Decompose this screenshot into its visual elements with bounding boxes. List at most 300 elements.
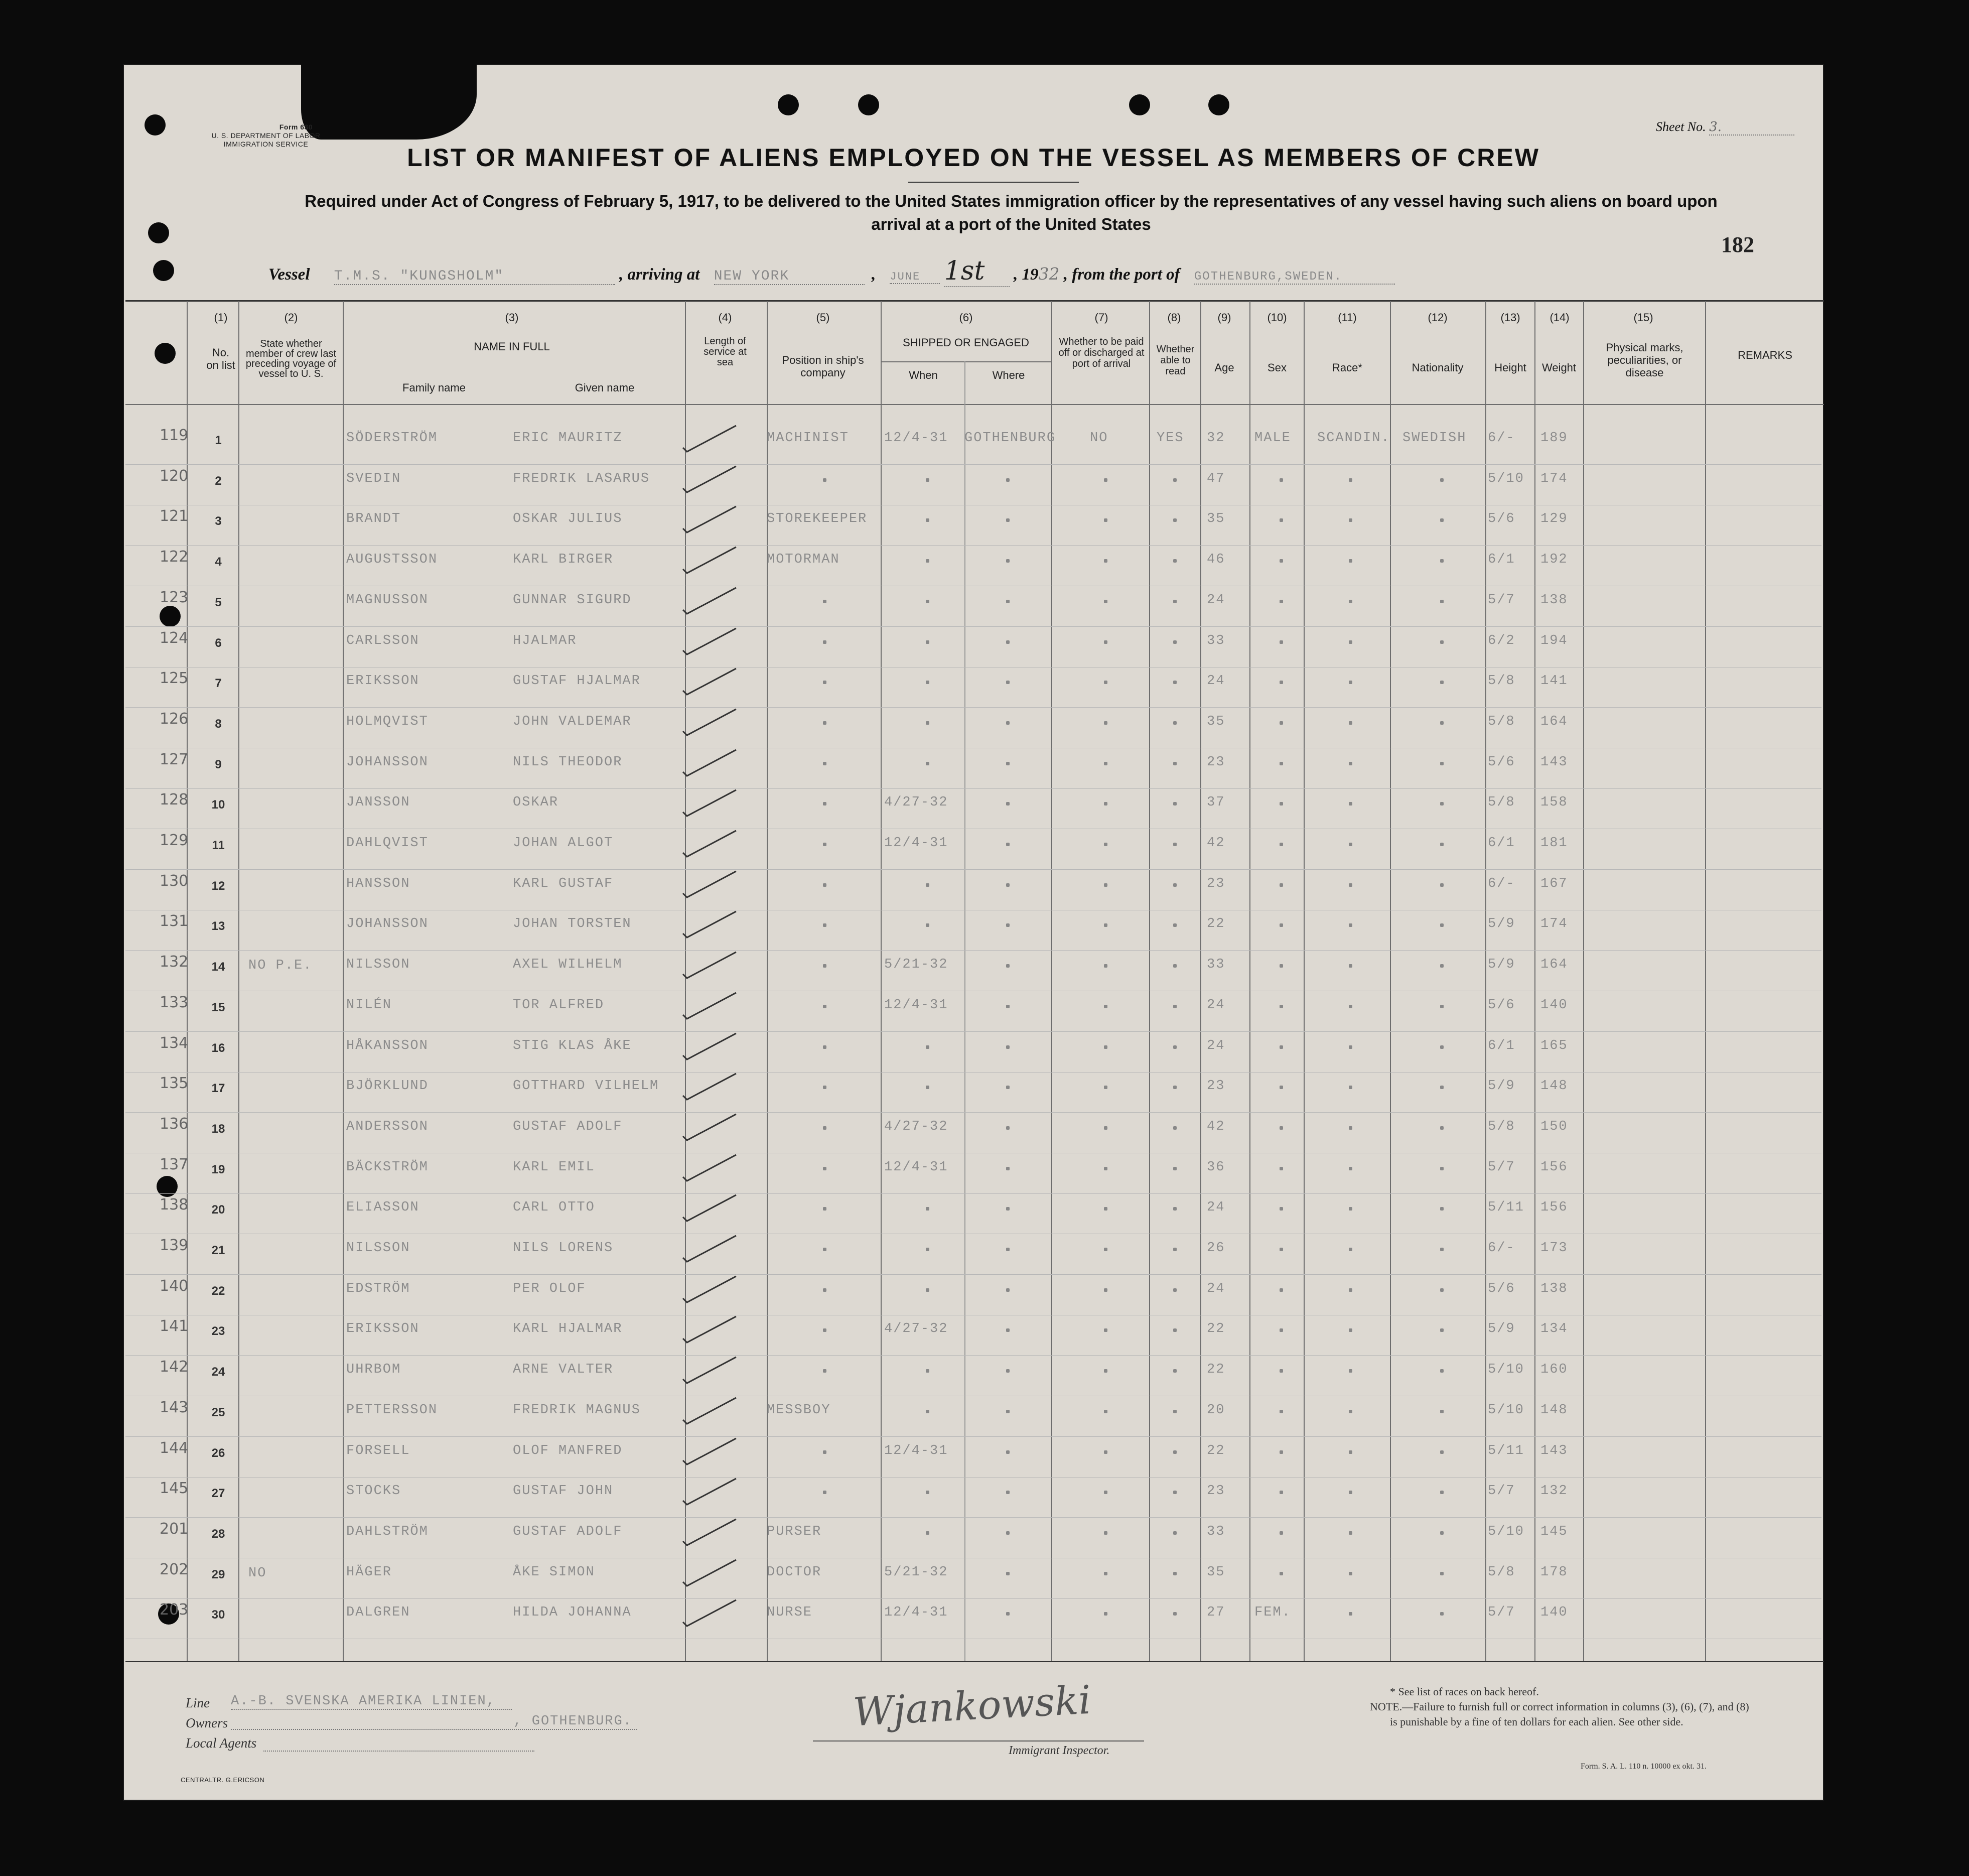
margin-number: 127: [160, 751, 189, 768]
ditto-mark: [1104, 1328, 1107, 1332]
cell-age: 24: [1207, 1038, 1225, 1053]
cell-when: 12/4-31: [884, 836, 948, 851]
cell-weight: 165: [1540, 1038, 1568, 1053]
ditto-mark: [1006, 1450, 1010, 1454]
ditto-mark: [1440, 802, 1444, 806]
sheet-number: [1656, 119, 1794, 136]
cell-height: 5/9: [1488, 957, 1515, 972]
cell-height: 5/6: [1488, 998, 1515, 1013]
ditto-mark: [1104, 1410, 1107, 1413]
service-check-mark: [680, 1069, 740, 1105]
cell-given: STIG KLAS ÅKE: [513, 1038, 632, 1053]
note-races: * See list of races on back hereof.: [1390, 1685, 1539, 1698]
margin-number: 134: [160, 1034, 189, 1052]
cell-when: 12/4-31: [884, 1160, 948, 1175]
ditto-mark: [1104, 1491, 1107, 1494]
ditto-mark: [1349, 883, 1352, 887]
ditto-mark: [926, 1207, 929, 1211]
ditto-mark: [1006, 923, 1010, 927]
line-label: Line: [186, 1695, 210, 1710]
cell-height: 5/11: [1488, 1443, 1524, 1458]
cell-height: 5/7: [1488, 1484, 1515, 1499]
agents-value-line: [263, 1751, 534, 1752]
ditto-mark: [1349, 600, 1352, 603]
margin-number: 120: [160, 467, 189, 485]
cell-position: MESSBOY: [767, 1403, 831, 1418]
ditto-mark: [926, 640, 929, 644]
cell-height: 5/10: [1488, 1524, 1524, 1539]
cell-where: GOTHENBURG: [964, 431, 1056, 446]
col-6-label: SHIPPED OR ENGAGED: [903, 336, 1029, 349]
service-check-mark: [680, 624, 740, 659]
row-number: 22: [211, 1284, 225, 1298]
cell-when: 12/4-31: [884, 1605, 948, 1620]
manifest-sheet: [123, 64, 1824, 1801]
cell-height: 5/8: [1488, 1119, 1515, 1134]
col-9-label: Age: [1214, 361, 1234, 374]
margin-number: 201: [160, 1520, 189, 1538]
cell-given: ERIC MAURITZ: [513, 431, 623, 446]
row-number: 20: [211, 1203, 225, 1217]
ditto-mark: [1440, 1167, 1444, 1170]
cell-weight: 150: [1540, 1119, 1568, 1134]
row-divider: [125, 1477, 1821, 1478]
binder-hole: [1208, 94, 1229, 115]
ditto-mark: [1349, 1369, 1352, 1373]
service-check-mark: [680, 1515, 740, 1550]
binder-hole: [858, 94, 879, 115]
row-number: 13: [211, 919, 225, 933]
cell-weight: 189: [1540, 431, 1568, 446]
note-line-1: NOTE.—Failure to furnish full or correct information in columns (3), (6), (7), and (8): [1370, 1700, 1749, 1713]
ditto-mark: [1440, 762, 1444, 765]
row-number: 1: [215, 434, 222, 447]
row-divider: [125, 464, 1821, 465]
ditto-mark: [1440, 1531, 1444, 1535]
cell-family: CARLSSON: [346, 633, 419, 648]
row-number: 18: [211, 1122, 225, 1136]
col-6-when: When: [909, 369, 938, 381]
row-number: 4: [215, 555, 222, 569]
service-check-mark: [680, 1394, 740, 1429]
ditto-mark: [1440, 518, 1444, 522]
ditto-mark: [1104, 721, 1107, 725]
cell-age: 23: [1207, 755, 1225, 770]
cell-family: AUGUSTSSON: [346, 552, 438, 567]
margin-number: 122: [160, 548, 189, 566]
ditto-mark: [1349, 1410, 1352, 1413]
ditto-mark: [1104, 600, 1107, 603]
ditto-mark: [1280, 762, 1283, 765]
cell-when: 12/4-31: [884, 431, 948, 446]
title-underline: [908, 182, 1079, 183]
ditto-mark: [1349, 1248, 1352, 1251]
service-check-mark: [680, 462, 740, 497]
ditto-mark: [1440, 1005, 1444, 1008]
col-5-label: Position in ship's company: [782, 354, 864, 379]
remarks-label: REMARKS: [1738, 349, 1792, 361]
cell-age: 24: [1207, 674, 1225, 689]
ditto-mark: [1280, 559, 1283, 563]
ditto-mark: [926, 762, 929, 765]
col-15-num: (15): [1633, 311, 1653, 324]
service-check-mark: [680, 1110, 740, 1145]
ditto-mark: [823, 883, 826, 887]
ditto-mark: [1006, 1126, 1010, 1130]
ditto-mark: [926, 681, 929, 684]
row-divider: [125, 545, 1821, 546]
cell-age: 35: [1207, 714, 1225, 729]
cell-weight: 134: [1540, 1321, 1568, 1336]
col-6-num: (6): [959, 311, 973, 324]
ditto-mark: [1349, 1045, 1352, 1049]
cell-given: HJALMAR: [513, 633, 577, 648]
ditto-mark: [823, 1045, 826, 1049]
cell-given: GOTTHARD VILHELM: [513, 1079, 659, 1094]
ditto-mark: [1440, 640, 1444, 644]
row-number: 17: [211, 1082, 225, 1095]
col-3-num: (3): [505, 311, 519, 324]
binder-hole: [148, 222, 169, 243]
cell-height: 6/-: [1488, 876, 1515, 891]
cell-when: 4/27-32: [884, 1119, 948, 1134]
cell-weight: 158: [1540, 795, 1568, 810]
ditto-mark: [1349, 681, 1352, 684]
ditto-mark: [926, 478, 929, 482]
ditto-mark: [823, 721, 826, 725]
cell-height: 6/-: [1488, 1241, 1515, 1256]
ditto-mark: [1173, 1531, 1177, 1535]
ditto-mark: [1006, 600, 1010, 603]
cell-when: 12/4-31: [884, 998, 948, 1013]
ditto-mark: [1280, 1531, 1283, 1535]
cell-family: HANSSON: [346, 876, 410, 891]
cell-sex: FEM.: [1254, 1605, 1291, 1620]
cell-height: 5/6: [1488, 1281, 1515, 1296]
ditto-mark: [1173, 1045, 1177, 1049]
service-check-mark: [680, 989, 740, 1024]
ditto-mark: [1280, 1369, 1283, 1373]
ditto-mark: [1349, 1531, 1352, 1535]
row-number: 9: [215, 758, 222, 771]
cell-family: HÅKANSSON: [346, 1038, 429, 1053]
ditto-mark: [823, 923, 826, 927]
ditto-mark: [1104, 681, 1107, 684]
ditto-mark: [1440, 1612, 1444, 1616]
col-13-num: (13): [1500, 311, 1520, 324]
ditto-mark: [1280, 518, 1283, 522]
inspector-label: Immigrant Inspector.: [1009, 1744, 1110, 1757]
cell-age: 23: [1207, 1484, 1225, 1499]
col-12-label: Nationality: [1412, 361, 1464, 374]
row-divider: [125, 1193, 1821, 1194]
arrival-port: NEW YORK: [714, 269, 865, 285]
ditto-mark: [1104, 1086, 1107, 1089]
ditto-mark: [1349, 1328, 1352, 1332]
margin-number: 121: [160, 507, 189, 525]
ditto-mark: [926, 923, 929, 927]
cell-paid: NO: [1090, 431, 1108, 446]
cell-weight: 148: [1540, 1403, 1568, 1418]
cell-given: FREDRIK MAGNUS: [513, 1403, 641, 1418]
row-number: 2: [215, 474, 222, 488]
cell-age: 20: [1207, 1403, 1225, 1418]
cell-weight: 174: [1540, 471, 1568, 486]
ditto-mark: [926, 600, 929, 603]
cell-given: OSKAR: [513, 795, 559, 810]
departure-port: GOTHENBURG,SWEDEN.: [1194, 270, 1395, 285]
ditto-mark: [1173, 1369, 1177, 1373]
service-check-mark: [680, 867, 740, 902]
cell-height: 5/9: [1488, 1079, 1515, 1094]
col-15-label: Physical marks, peculiarities, or disease: [1606, 341, 1683, 379]
row-number: 15: [211, 1001, 225, 1014]
cell-family: UHRBOM: [346, 1362, 401, 1377]
cell-given: JOHN VALDEMAR: [513, 714, 632, 729]
row-number: 6: [215, 636, 222, 650]
ditto-mark: [1104, 1167, 1107, 1170]
cell-family: EDSTRÖM: [346, 1281, 410, 1296]
binder-hole: [153, 260, 174, 281]
service-check-mark: [680, 827, 740, 862]
arrival-year: 32: [1038, 264, 1060, 284]
ditto-mark: [1349, 478, 1352, 482]
cell-given: KARL HJALMAR: [513, 1321, 623, 1336]
cell-age: 27: [1207, 1605, 1225, 1620]
ditto-mark: [823, 681, 826, 684]
cell-height: 5/6: [1488, 755, 1515, 770]
margin-number: 123: [160, 589, 189, 606]
cell-family: SÖDERSTRÖM: [346, 431, 438, 446]
row-number: 26: [211, 1446, 225, 1460]
ditto-mark: [926, 1288, 929, 1292]
service-check-mark: [680, 1029, 740, 1064]
ditto-mark: [1173, 1612, 1177, 1616]
cell-height: 5/10: [1488, 1403, 1524, 1418]
col-8-label: Whether able to read: [1156, 344, 1195, 377]
subtitle-line-2: arrival at a port of the United States: [871, 215, 1151, 233]
cell-family: SVEDIN: [346, 471, 401, 486]
cell-weight: 160: [1540, 1362, 1568, 1377]
cell-age: 26: [1207, 1241, 1225, 1256]
cell-position: DOCTOR: [767, 1565, 822, 1580]
printer-mark: CENTRALTR. G.ERICSON: [181, 1776, 265, 1784]
margin-number: 203: [160, 1601, 189, 1619]
ditto-mark: [1280, 1288, 1283, 1292]
ditto-mark: [1280, 923, 1283, 927]
cell-weight: 178: [1540, 1565, 1568, 1580]
service-check-mark: [680, 1151, 740, 1186]
ditto-mark: [1104, 883, 1107, 887]
ditto-mark: [1280, 964, 1283, 968]
table-header-bottom-rule: [125, 404, 1824, 405]
ditto-mark: [1006, 1045, 1010, 1049]
cell-family: ERIKSSON: [346, 674, 419, 689]
ditto-mark: [1440, 1126, 1444, 1130]
ditto-mark: [1104, 1531, 1107, 1535]
ditto-mark: [926, 1531, 929, 1535]
ditto-mark: [1173, 681, 1177, 684]
shipped-subheader-rule: [881, 361, 1051, 362]
cell-family: HOLMQVIST: [346, 714, 429, 729]
col-1-num: (1): [214, 311, 228, 324]
service-check-mark: [680, 1353, 740, 1388]
cell-family: DALGREN: [346, 1605, 410, 1620]
ditto-mark: [1349, 1207, 1352, 1211]
previous-voyage-note: NO P.E.: [248, 958, 313, 973]
binder-hole: [145, 114, 166, 136]
cell-age: 22: [1207, 1362, 1225, 1377]
margin-number: 138: [160, 1196, 189, 1214]
cell-weight: 167: [1540, 876, 1568, 891]
ditto-mark: [1440, 1491, 1444, 1494]
margin-number: 140: [160, 1277, 189, 1295]
ditto-mark: [823, 1491, 826, 1494]
voyage-line: Vessel T.M.S. "KUNGSHOLM" , arriving at NEW YORK , JUNE 1st , 1932 , from the port of GOTHENBURG,SWEDEN.: [268, 256, 1395, 280]
ditto-mark: [1006, 1207, 1010, 1211]
ditto-mark: [926, 1248, 929, 1251]
cell-height: 6/1: [1488, 1038, 1515, 1053]
ditto-mark: [823, 478, 826, 482]
cell-family: ANDERSSON: [346, 1119, 429, 1134]
row-number: 27: [211, 1487, 225, 1500]
col-2-label: State whether member of crew last preceding voyage of vessel to U. S.: [245, 338, 337, 379]
cell-family: STOCKS: [346, 1484, 401, 1499]
ditto-mark: [1349, 923, 1352, 927]
ditto-mark: [823, 1450, 826, 1454]
col-6-where: Where: [992, 369, 1025, 381]
row-number: 11: [212, 839, 225, 852]
col-9-num: (9): [1217, 311, 1231, 324]
ditto-mark: [1006, 721, 1010, 725]
ditto-mark: [1349, 843, 1352, 846]
row-divider: [125, 1355, 1821, 1356]
ditto-mark: [1349, 1005, 1352, 1008]
cell-height: 5/8: [1488, 674, 1515, 689]
col-7-num: (7): [1094, 311, 1108, 324]
ditto-mark: [1280, 802, 1283, 806]
ditto-mark: [1173, 802, 1177, 806]
ditto-mark: [1006, 1612, 1010, 1616]
service-check-mark: [680, 907, 740, 943]
row-number: 29: [211, 1568, 225, 1581]
service-check-mark: [680, 786, 740, 821]
cell-weight: 143: [1540, 755, 1568, 770]
row-number: 28: [211, 1527, 225, 1541]
arriving-label: , arriving at: [619, 265, 700, 284]
ditto-mark: [1104, 640, 1107, 644]
ditto-mark: [1173, 1126, 1177, 1130]
ditto-mark: [1280, 1248, 1283, 1251]
ditto-mark: [1104, 843, 1107, 846]
ditto-mark: [1349, 559, 1352, 563]
ditto-mark: [1104, 1045, 1107, 1049]
ditto-mark: [1006, 762, 1010, 765]
row-number: 12: [211, 879, 225, 893]
ditto-mark: [1104, 478, 1107, 482]
ditto-mark: [1280, 1491, 1283, 1494]
ditto-mark: [823, 1086, 826, 1089]
cell-given: OSKAR JULIUS: [513, 511, 623, 526]
ditto-mark: [1280, 1450, 1283, 1454]
ditto-mark: [1349, 802, 1352, 806]
ditto-mark: [1280, 1045, 1283, 1049]
cell-height: 5/8: [1488, 714, 1515, 729]
ditto-mark: [926, 721, 929, 725]
col-rule: [964, 361, 965, 1661]
margin-number: 139: [160, 1237, 189, 1254]
cell-height: 5/11: [1488, 1200, 1524, 1215]
row-divider: [125, 707, 1821, 708]
col-2-num: (2): [284, 311, 298, 324]
cell-weight: 132: [1540, 1484, 1568, 1499]
col-11-num: (11): [1338, 311, 1357, 324]
cell-age: 42: [1207, 836, 1225, 851]
cell-when: 5/21-32: [884, 1565, 948, 1580]
cell-family: NILSSON: [346, 957, 410, 972]
form-code: Form. S. A. L. 110 n. 10000 ex okt. 31.: [1581, 1762, 1707, 1771]
ditto-mark: [926, 1086, 929, 1089]
service-check-mark: [680, 948, 740, 983]
ditto-mark: [926, 883, 929, 887]
ditto-mark: [1006, 1288, 1010, 1292]
row-number: 3: [215, 514, 222, 528]
ditto-mark: [1104, 923, 1107, 927]
inspector-signature: Wjankowski: [852, 1677, 1092, 1735]
cell-weight: 156: [1540, 1200, 1568, 1215]
ditto-mark: [1440, 559, 1444, 563]
ditto-mark: [1173, 964, 1177, 968]
ditto-mark: [1006, 1167, 1010, 1170]
cell-weight: 192: [1540, 552, 1568, 567]
ditto-mark: [1173, 883, 1177, 887]
ditto-mark: [1280, 600, 1283, 603]
service-check-mark: [680, 502, 740, 538]
ditto-mark: [1440, 600, 1444, 603]
col-14-num: (14): [1550, 311, 1570, 324]
ditto-mark: [1349, 1572, 1352, 1575]
ditto-mark: [1006, 964, 1010, 968]
cell-given: TOR ALFRED: [513, 998, 605, 1013]
margin-number: 133: [160, 994, 189, 1011]
ditto-mark: [1006, 1086, 1010, 1089]
service-check-mark: [680, 422, 740, 457]
cell-height: 5/10: [1488, 1362, 1524, 1377]
cell-age: 46: [1207, 552, 1225, 567]
ditto-mark: [1280, 681, 1283, 684]
row-number: 23: [211, 1324, 225, 1338]
ditto-mark: [1173, 762, 1177, 765]
service-check-mark: [680, 584, 740, 619]
service-check-mark: [680, 1596, 740, 1631]
cell-family: NILSSON: [346, 1241, 410, 1256]
note-line-2: is punishable by a fine of ten dollars for each alien. See other side.: [1390, 1715, 1683, 1728]
cell-race: SCANDIN.: [1317, 431, 1390, 446]
margin-number: 131: [160, 912, 189, 930]
cell-weight: 181: [1540, 836, 1568, 851]
ditto-mark: [1006, 1005, 1010, 1008]
ditto-mark: [1173, 518, 1177, 522]
cell-age: 35: [1207, 1565, 1225, 1580]
ditto-mark: [1440, 1410, 1444, 1413]
row-number: 16: [211, 1041, 225, 1055]
col-7-label: Whether to be paid off or discharged at port of arrival: [1058, 336, 1145, 369]
cell-when: 5/21-32: [884, 957, 948, 972]
binder-hole: [160, 606, 181, 627]
cell-age: 22: [1207, 1443, 1225, 1458]
cell-weight: 164: [1540, 714, 1568, 729]
sheet-label: Sheet No.: [1656, 119, 1706, 134]
